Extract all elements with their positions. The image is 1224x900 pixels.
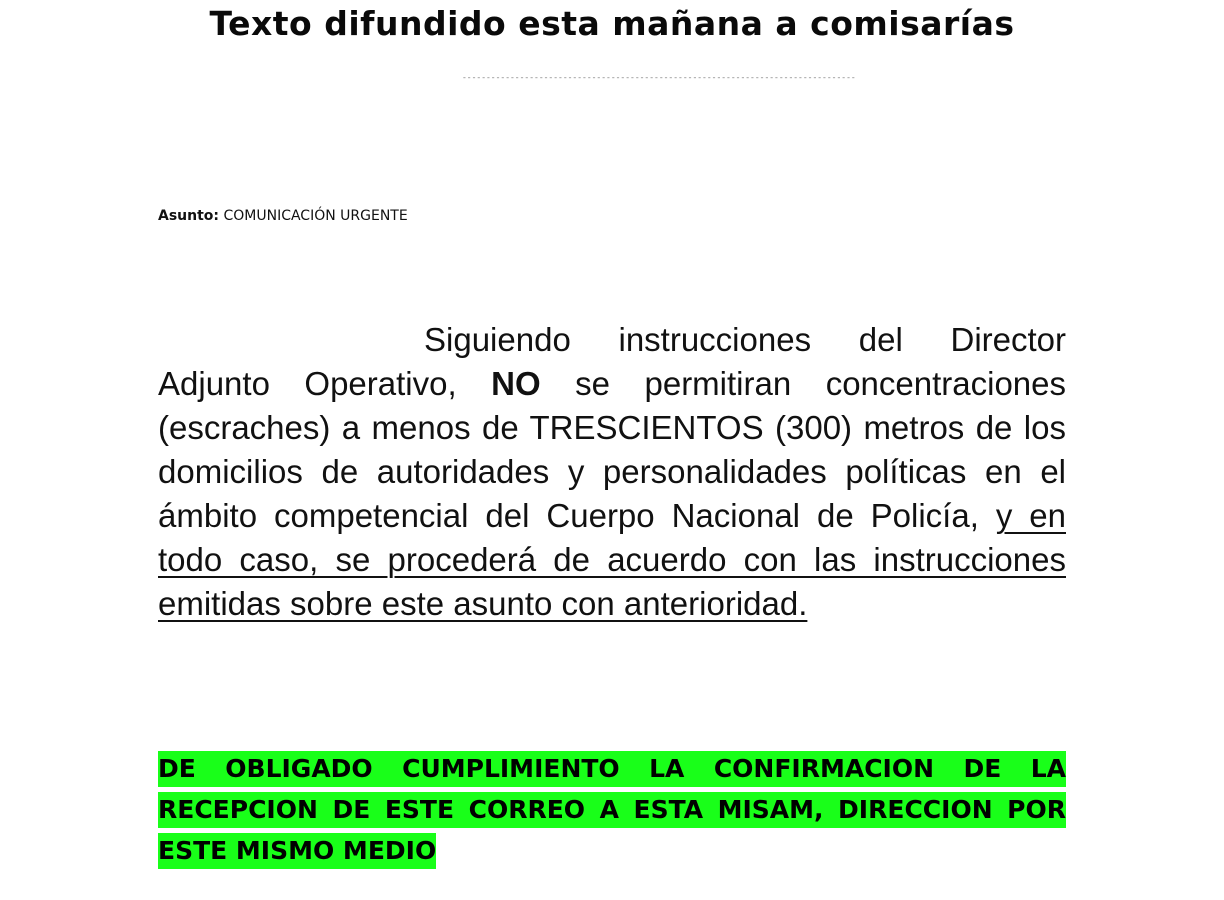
body-text-part-1: Siguiendo instrucciones del Director Adjunto Operativo, <box>158 321 1066 402</box>
body-paragraph <box>158 318 1066 626</box>
body-text-part-2: se permitiran concentraciones (escraches) a menos de TRESCIENTOS (300) metros de los domicilios de autoridades y personalidades políticas en el ámbito competencial del Cuerpo Nacional de Policía, <box>158 365 1067 534</box>
document-title: Texto difundido esta mañana a comisarías <box>209 4 1015 43</box>
subject-line <box>158 208 408 224</box>
subject-value: COMUNICACIÓN URGENTE <box>223 208 408 224</box>
subject-label: Asunto: <box>158 208 220 224</box>
body-underlined-text: y en todo caso, se procederá de acuerdo con las instrucciones emitidas sobre este asunto con anterioridad. <box>158 497 1066 622</box>
notice-text: DE OBLIGADO CUMPLIMIENTO LA CONFIRMACION DE LA RECEPCION DE ESTE CORREO A ESTA MISAM, DIRECCION POR ESTE MISMO MEDIO <box>158 751 1066 869</box>
title-underline-rule: ---------------------------------------------------------------------------------- <box>462 74 856 83</box>
highlighted-notice <box>158 748 1066 871</box>
body-bold-word: NO <box>491 365 541 402</box>
